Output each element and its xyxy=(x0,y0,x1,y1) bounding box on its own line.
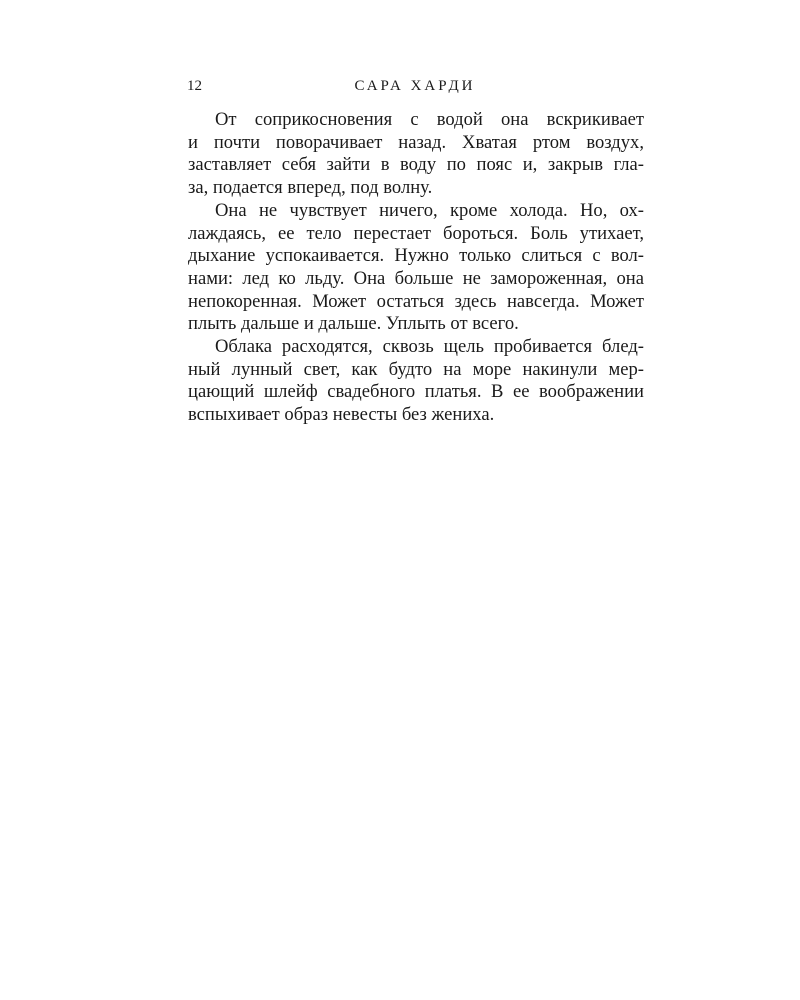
body-text xyxy=(188,109,644,427)
text-line: плыть дальше и дальше. Уплыть от всего. xyxy=(188,313,519,335)
text-line: лаждаясь, ее тело перестает бороться. Боль утихает, xyxy=(188,222,644,244)
text-line: ный лунный свет, как будто на море накинули мер- xyxy=(188,358,644,380)
text-line: непокоренная. Может остаться здесь навсегда. Может xyxy=(188,290,644,312)
running-head-author: САРА ХАРДИ xyxy=(354,78,476,94)
text-line: заставляет себя зайти в воду по пояс и, закрыв гла- xyxy=(188,154,644,176)
text-line: нами: лед ко льду. Она больше не замороженная, она xyxy=(188,267,644,289)
text-line: вспыхивает образ невесты без жениха. xyxy=(188,404,495,426)
page-number: 12 xyxy=(187,78,202,94)
text-line: цающий шлейф свадебного платья. В ее воображении xyxy=(188,381,644,403)
text-line: и почти поворачивает назад. Хватая ртом воздух, xyxy=(188,131,644,153)
paragraph-1 xyxy=(188,109,644,200)
text-line: От соприкосновения с водой она вскрикивает xyxy=(215,109,644,130)
running-head xyxy=(187,76,643,98)
paragraph-3 xyxy=(188,336,644,427)
paragraph-2 xyxy=(188,200,644,336)
text-line: за, подается вперед, под волну. xyxy=(188,177,433,199)
text-line: Она не чувствует ничего, кроме холода. Но, ох- xyxy=(215,199,644,221)
text-line: дыхание успокаивается. Нужно только слиться с вол- xyxy=(188,245,644,267)
text-line: Облака расходятся, сквозь щель пробивается блед- xyxy=(215,336,644,358)
